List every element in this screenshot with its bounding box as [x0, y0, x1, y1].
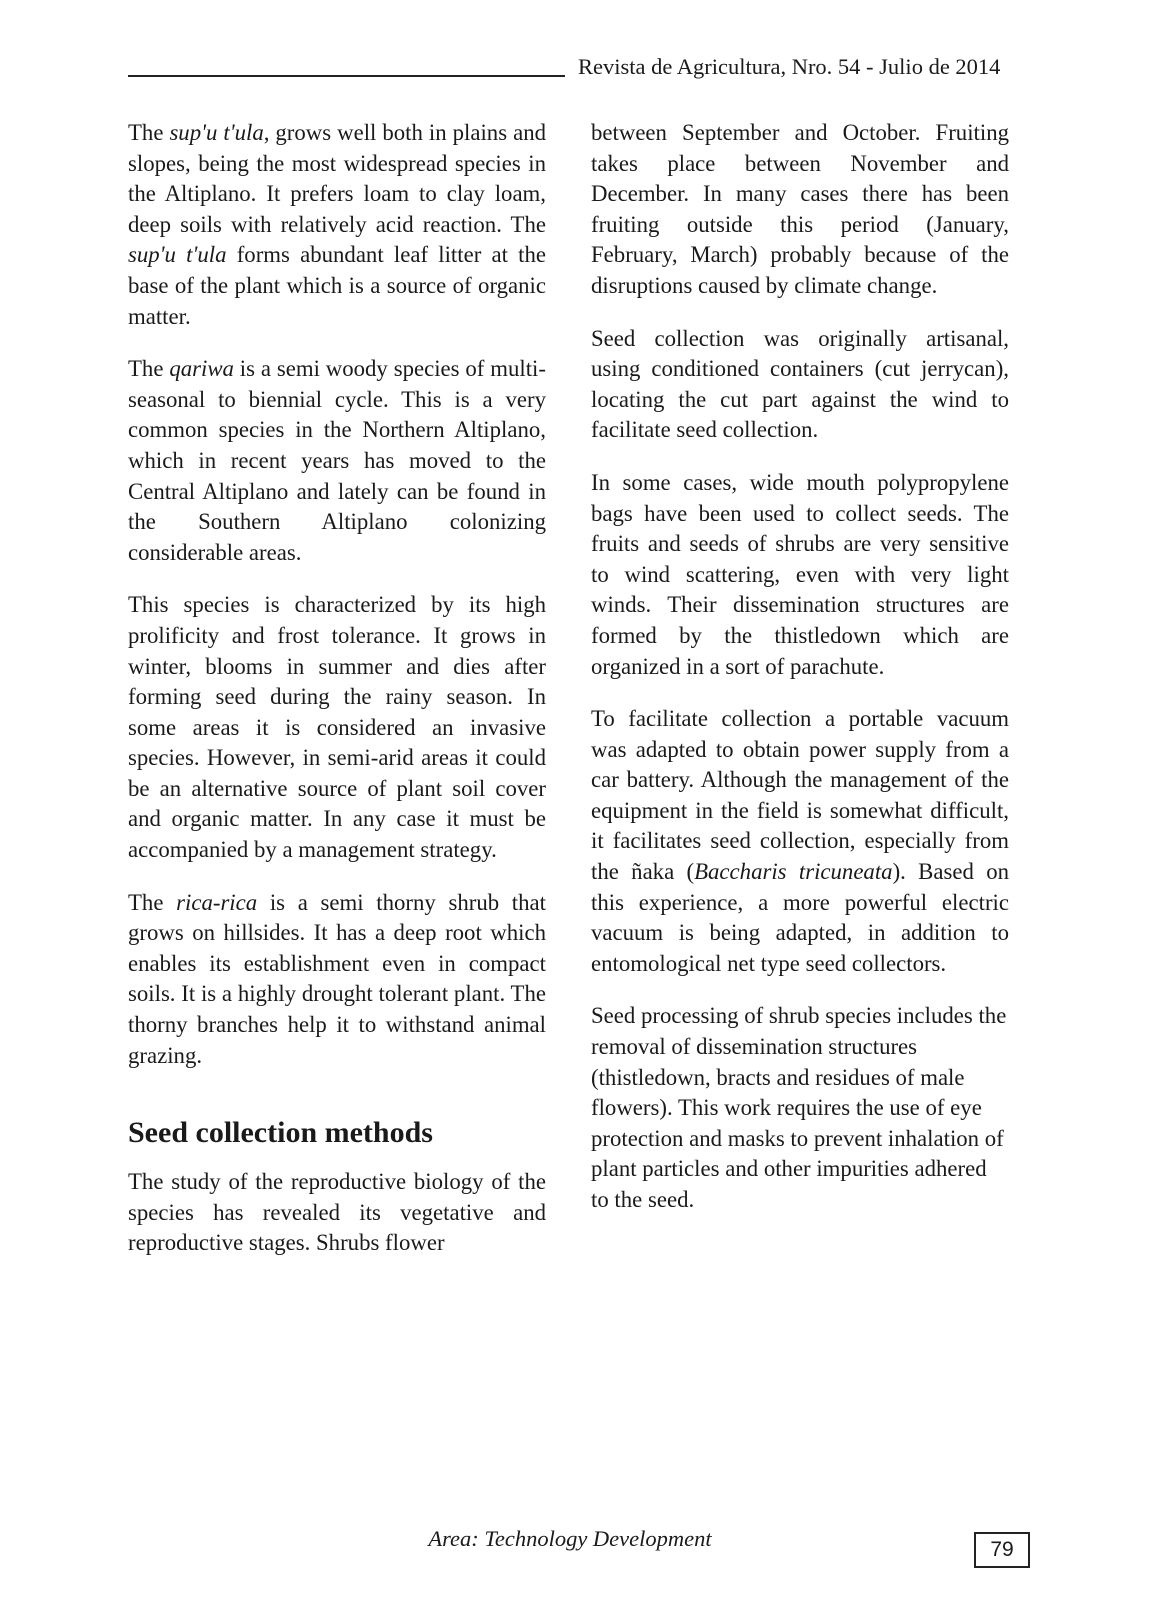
paragraph-rica-rica: The rica-rica is a semi thorny shrub that grows on hillsides. It has a deep root which enables its establishment even in compact soils. It is a highly drought tolerant plant. The thorny branches help it to withstand animal grazing. — [128, 889, 546, 1068]
paragraph-seed-processing: Seed processing of shrub species includes the removal of dissemination structures (thistledown, bracts and residues of male flowers). This work requires the use of eye protection and masks to prevent inhalation of plant particles and other impurities adhered to the seed. — [591, 1003, 1007, 1212]
header-rule — [128, 75, 565, 77]
paragraph-portable-vacuum: To facilitate collection a portable vacuum was adapted to obtain power supply from a car battery. Although the management of the equipment in the field is somewhat difficult, it facilitates seed collection, especially from the ñaka (Baccharis tricuneata). Based on this experience, a more powerful electric vacuum is being adapted, in addition to entomological net type seed collectors. — [591, 706, 1009, 976]
footer-area: Area: Technology Development — [428, 1526, 712, 1551]
right-column — [591, 118, 1009, 1238]
paragraph-artisanal-collection: Seed collection was originally artisanal, using conditioned containers (cut jerrycan), locating the cut part against the wind to facilitate seed collection. — [591, 325, 1009, 443]
paragraph-sup-u-tula: The sup'u t'ula, grows well both in plains and slopes, being the most widespread species in the Altiplano. It prefers loam to clay loam, deep soils with relatively acid reaction. The sup'u t'ula forms abundant leaf litter at the base of the plant which is a source of organic matter. — [128, 120, 547, 329]
paragraph-flowering-fruiting: between September and October. Fruiting takes place between November and December. In many cases there has been fruiting outside this period (January, February, March) probably because of the disruptions caused by climate change. — [591, 120, 1009, 298]
section-heading: Seed collection methods — [128, 1116, 433, 1150]
paragraph-polypropylene-bags: In some cases, wide mouth polypropylene bags have been used to collect seeds. The fruits and seeds of shrubs are very sensitive to wind scattering, even with very light winds. Their dissemination structures are formed by the thistledown which are organized in a sort of parachute. — [591, 469, 1009, 679]
paragraph-qariwa: The qariwa is a semi woody species of multi-seasonal to biennial cycle. This is a very common species in the Northern Altiplano, which in recent years has moved to the Central Altiplano and lately can be found in the Southern Altiplano colonizing considerable areas. — [128, 356, 546, 565]
left-column — [128, 118, 546, 1281]
paragraph-reproductive-biology: The study of the reproductive biology of the species has revealed its vegetative and reproductive stages. Shrubs flower — [128, 1169, 546, 1256]
paragraph-species-characteristics: This species is characterized by its high prolificity and frost tolerance. It grows in winter, blooms in summer and dies after forming seed during the rainy season. In some areas it is considered an invasive species. However, in semi-arid areas it could be an alternative source of plant soil cover and organic matter. In any case it must be accompanied by a management strategy. — [128, 592, 546, 863]
journal-header: Revista de Agricultura, Nro. 54 - Julio de 2014 — [578, 54, 1001, 79]
page-number: 79 — [974, 1532, 1030, 1568]
